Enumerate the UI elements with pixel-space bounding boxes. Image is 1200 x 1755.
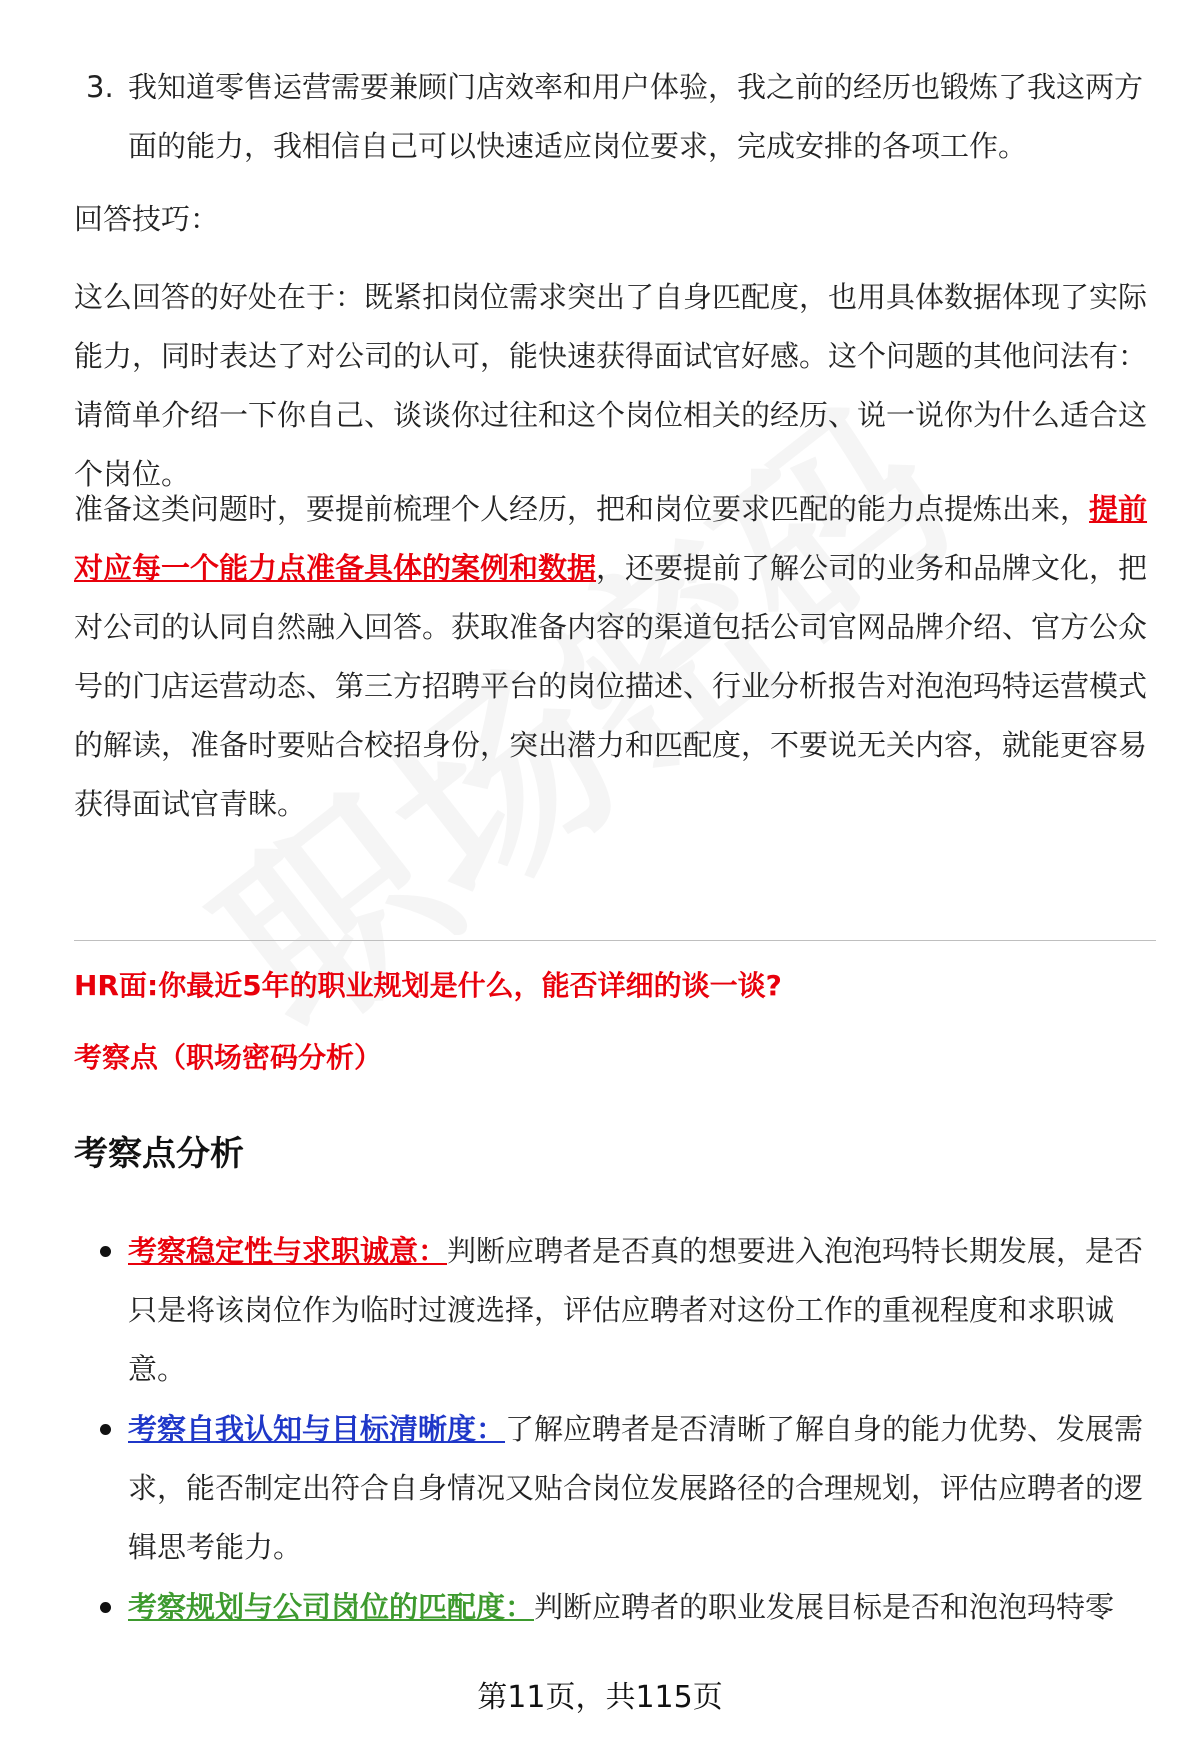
- kaocha-heading: 考察点（职场密码分析）: [74, 1041, 383, 1074]
- bullet-dot-icon: [100, 1602, 111, 1613]
- page-footer: 第11页，共115页: [477, 1680, 723, 1715]
- paragraph-advantages: 这么回答的好处在于：既紧扣岗位需求突出了自身匹配度，也用具体数据体现了实际能力，同时表达了对公司的认可，能快速获得面试官好感。这个问题的其他问法有：请简单介绍一下你自己、谈谈你过往和这个岗位相关的经历、说一说你为什么适合这个岗位。: [74, 280, 1148, 491]
- bullet-text: [128, 1578, 1149, 1637]
- numbered-item-3: [74, 58, 1149, 176]
- bullet-item: [74, 1400, 1149, 1577]
- bullet-text: [128, 1222, 1149, 1399]
- bullet-label: 考察稳定性与求职诚意：: [128, 1234, 448, 1268]
- bullet-body: 判断应聘者是否真的想要进入泡泡玛特长期发展，是否只是将该岗位作为临时过渡选择，评估应聘者对这份工作的重视程度和求职诚意。: [128, 1234, 1144, 1386]
- item-number: 3.: [86, 70, 114, 104]
- bullet-label: 考察自我认知与目标清晰度：: [128, 1412, 506, 1446]
- paragraph-preparation: [74, 480, 1149, 834]
- bullet-item: [74, 1578, 1149, 1637]
- section-title: 考察点分析: [74, 1134, 244, 1174]
- bullet-body: 判断应聘者的职业发展目标是否和泡泡玛特零: [534, 1590, 1115, 1624]
- bullet-item: [74, 1222, 1149, 1399]
- bullet-dot-icon: [100, 1424, 111, 1435]
- paragraph-preparation-after: ，还要提前了解公司的业务和品牌文化，把对公司的认同自然融入回答。获取准备内容的渠道包括公司官网品牌介绍、官方公众号的门店运营动态、第三方招聘平台的岗位描述、行业分析报告对泡泡玛特运营模式的解读，准备时要贴合校招身份，突出潜力和匹配度，不要说无关内容，就能更容易获得面试官青睐。: [74, 551, 1148, 821]
- bullet-body: 了解应聘者是否清晰了解自身的能力优势、发展需求，能否制定出符合自身情况又贴合岗位发展路径的合理规划，评估应聘者的逻辑思考能力。: [128, 1412, 1144, 1564]
- divider: [74, 940, 1156, 941]
- paragraph-preparation-before: 准备这类问题时，要提前梳理个人经历，把和岗位要求匹配的能力点提炼出来，: [74, 492, 1090, 526]
- tips-label: 回答技巧：: [74, 202, 220, 236]
- highlight-text: 提前对应每一个能力点准备具体的案例和数据: [74, 492, 1148, 585]
- bullet-label: 考察规划与公司岗位的匹配度：: [128, 1590, 535, 1624]
- bullet-text: [128, 1400, 1149, 1577]
- hr-question-heading: HR面:你最近5年的职业规划是什么，能否详细的谈一谈?: [74, 969, 782, 1002]
- item-text: 我知道零售运营需要兼顾门店效率和用户体验，我之前的经历也锻炼了我这两方面的能力，我相信自己可以快速适应岗位要求，完成安排的各项工作。: [128, 70, 1144, 163]
- bullet-dot-icon: [100, 1246, 111, 1257]
